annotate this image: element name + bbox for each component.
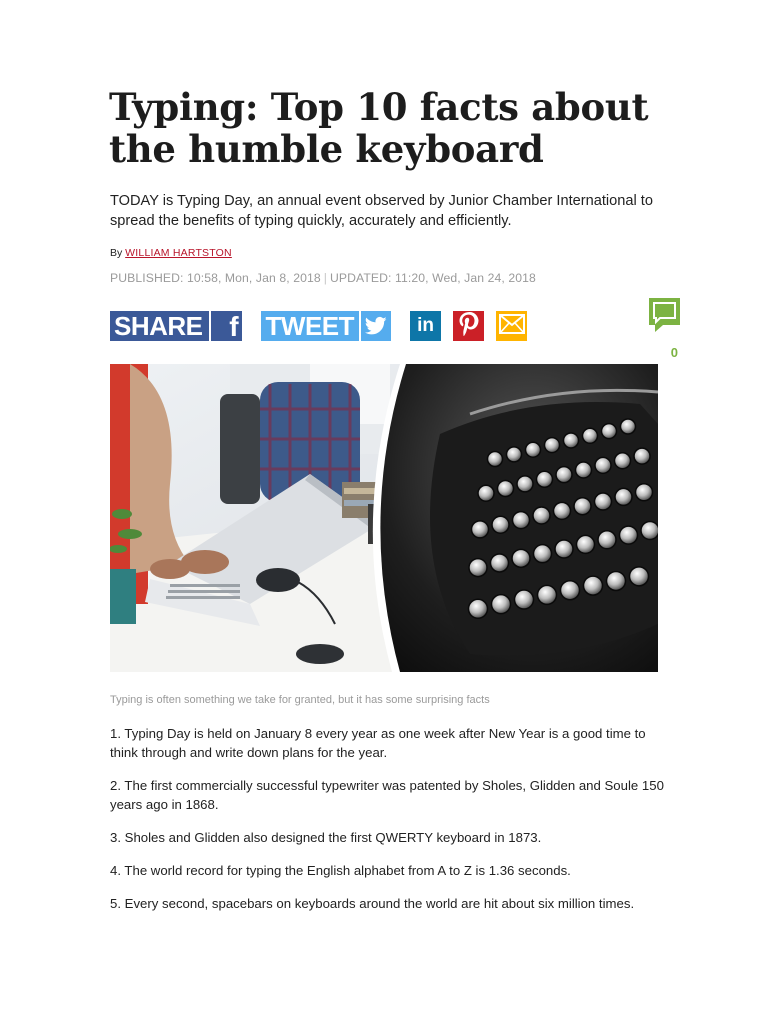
byline bbox=[110, 247, 232, 259]
facebook-share-button[interactable] bbox=[110, 311, 242, 341]
email-share-button[interactable] bbox=[496, 311, 527, 341]
date-separator: | bbox=[323, 271, 327, 285]
pinterest-icon bbox=[458, 312, 480, 341]
share-label: SHARE bbox=[110, 311, 211, 341]
pinterest-share-button[interactable] bbox=[453, 311, 484, 341]
email-icon bbox=[499, 314, 525, 339]
twitter-share-button[interactable] bbox=[261, 311, 392, 341]
fact-item: 2. The first commercially successful typewriter was patented by Sholes, Glidden and Soule 150 years ago in 1868. bbox=[110, 778, 664, 812]
facebook-icon: f bbox=[229, 311, 239, 342]
author-link[interactable]: WILLIAM HARTSTON bbox=[125, 247, 232, 259]
twitter-icon bbox=[361, 311, 391, 341]
linkedin-icon: in bbox=[417, 315, 434, 336]
published-date: PUBLISHED: 10:58, Mon, Jan 8, 2018 bbox=[110, 271, 321, 285]
tweet-label: TWEET bbox=[261, 311, 362, 341]
fact-item: 1. Typing Day is held on January 8 every year as one week after New Year is a good time to think through and write down plans for the year. bbox=[110, 726, 646, 760]
fact-item: 5. Every second, spacebars on keyboards around the world are hit about six million times. bbox=[110, 896, 635, 911]
updated-date: UPDATED: 11:20, Wed, Jan 24, 2018 bbox=[330, 271, 536, 285]
facts-list bbox=[110, 724, 666, 927]
article-standfirst: TODAY is Typing Day, an annual event observed by Junior Chamber International to spread the benefits of typing quickly, accurately and efficiently. bbox=[110, 193, 653, 229]
article-headline: Typing: Top 10 facts about the humble keyboard bbox=[109, 85, 649, 171]
comment-count: 0 bbox=[670, 345, 678, 360]
image-caption: Typing is often something we take for granted, but it has some surprising facts bbox=[110, 694, 490, 706]
byline-prefix: By bbox=[110, 247, 126, 259]
comment-bubble-icon bbox=[649, 319, 680, 336]
linkedin-share-button[interactable] bbox=[410, 311, 441, 341]
fact-item: 3. Sholes and Glidden also designed the first QWERTY keyboard in 1873. bbox=[110, 830, 542, 845]
share-bar bbox=[110, 311, 539, 341]
publish-dates bbox=[110, 271, 536, 285]
hero-illustration bbox=[110, 364, 658, 672]
article-hero-image bbox=[110, 364, 658, 672]
comments-link[interactable] bbox=[649, 298, 680, 360]
fact-item: 4. The world record for typing the English alphabet from A to Z is 1.36 seconds. bbox=[110, 863, 571, 878]
